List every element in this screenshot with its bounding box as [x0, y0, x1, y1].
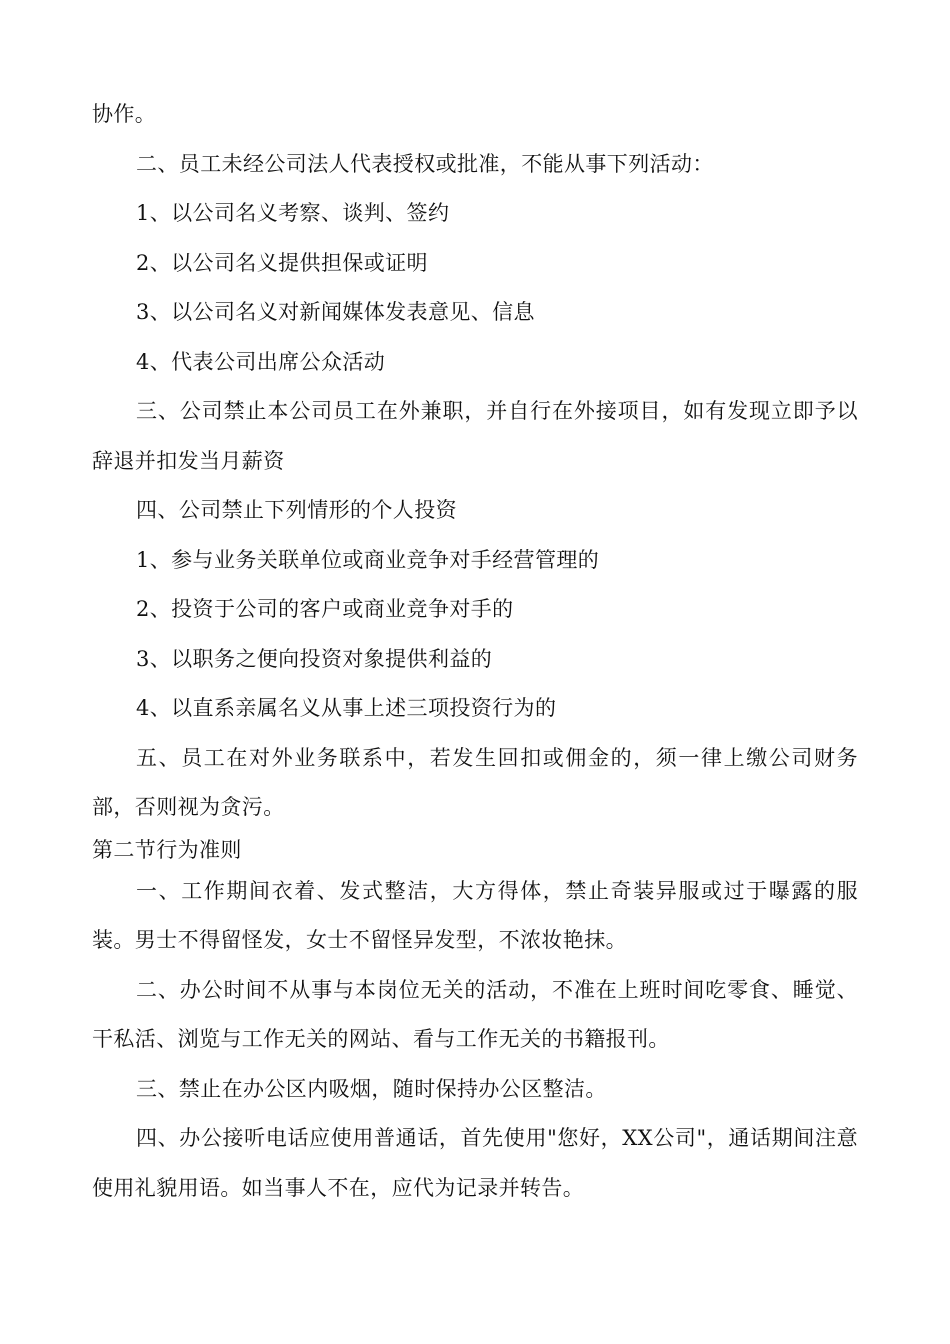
paragraph: 四、公司禁止下列情形的个人投资 [136, 498, 457, 522]
paragraph: 五、员工在对外业务联系中，若发生回扣或佣金的，须一律上缴公司财务部，否则视为贪污。 [92, 745, 858, 819]
section-heading: 第二节行为准则 [92, 837, 242, 862]
list-item: 1、以公司名义考察、谈判、签约 [136, 201, 450, 225]
paragraph: 三、禁止在办公区内吸烟，随时保持办公区整洁。 [136, 1076, 607, 1101]
paragraph: 二、员工未经公司法人代表授权或批准，不能从事下列活动： [136, 151, 714, 176]
paragraph: 一、工作期间衣着、发式整洁，大方得体，禁止奇装异服或过于曝露的服装。男士不得留怪发，女士不留怪异发型，不浓妆艳抹。 [92, 878, 858, 952]
list-item: 4、以直系亲属名义从事上述三项投资行为的 [136, 696, 557, 720]
paragraph: 二、办公时间不从事与本岗位无关的活动，不准在上班时间吃零食、睡觉、干私活、浏览与工作无关的网站、看与工作无关的书籍报刊。 [92, 977, 858, 1051]
document-page [92, 90, 858, 1213]
list-item: 2、投资于公司的客户或商业竞争对手的 [136, 597, 514, 621]
paragraph: 三、公司禁止本公司员工在外兼职，并自行在外接项目，如有发现立即予以辞退并扣发当月薪资 [92, 399, 858, 473]
list-item: 2、以公司名义提供担保或证明 [136, 250, 428, 275]
list-item: 4、代表公司出席公众活动 [136, 349, 386, 374]
list-item: 3、以公司名义对新闻媒体发表意见、信息 [136, 300, 535, 324]
list-item: 1、参与业务关联单位或商业竞争对手经营管理的 [136, 547, 600, 572]
paragraph: 四、办公接听电话应使用普通话，首先使用"您好，XX公司"，通话期间注意使用礼貌用语。如当事人不在，应代为记录并转告。 [92, 1126, 858, 1200]
paragraph: 协作。 [92, 102, 157, 126]
list-item: 3、以职务之便向投资对象提供利益的 [136, 646, 493, 671]
